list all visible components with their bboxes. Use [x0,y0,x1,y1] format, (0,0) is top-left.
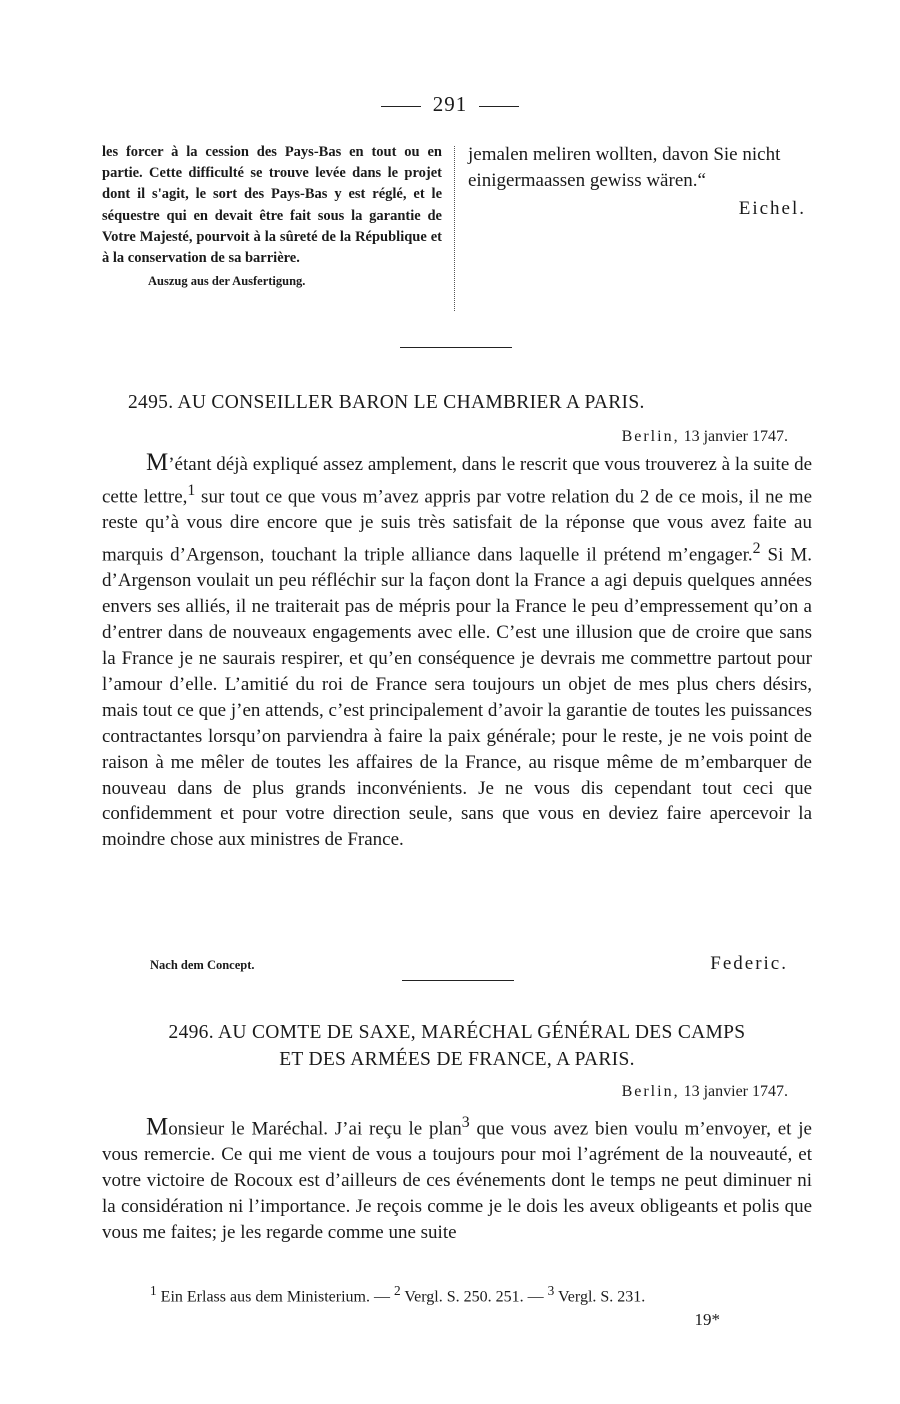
letter-2495-signature: Federic. [710,953,788,974]
footnote-3-number: 3 [547,1283,555,1298]
continuation-columns [102,142,812,342]
footnote-2-number: 2 [393,1283,401,1298]
letter-2496-heading-line-1: 2496. AU COMTE DE SAXE, MARÉCHAL GÉNÉRAL DES CAMPS [168,1022,746,1043]
page-number-dash-left [381,106,421,107]
letter-2496-body [102,1110,812,1246]
footnote-1-text: Ein Erlass aus dem Ministerium. — [156,1288,394,1306]
letter-2495-text-start: ’étant déjà expliqué assez amplement, dans le rescrit que vous trouverez à la suite de cette lettre, [102,454,812,508]
footnotes [150,1283,645,1306]
letter-2495-source: Nach dem Concept. [150,958,255,972]
section-rule-2 [402,980,514,981]
right-column-text: jemalen meliren wollten, davon Sie nicht einigermaassen gewiss wären.“ [468,144,781,191]
letter-2496-date: 13 janvier 1747. [683,1083,788,1100]
letter-2495-body [102,449,813,853]
left-column-text: les forcer à la cession des Pays-Bas en tout ou en partie. Cette difficulté se trouve levée dans le projet dont il s'agit, le sort des Pays-Bas y est réglé, et le séquestre qui en devait être fait sous la garantie de Votre Majesté, pourvoit à la sûreté de la République et à la conservation de sa barrière. [102,144,442,267]
letter-2496-paragraph [102,1110,812,1246]
page-number: 291 [432,92,468,116]
footnote-2-text: Vergl. S. 250. 251. — [400,1288,548,1306]
footnote-1-number: 1 [150,1283,157,1298]
sheet-signature-mark: 19* [694,1310,720,1329]
page-number-line [0,92,900,117]
letter-2496-initial: M [146,1113,169,1141]
page-number-dash-right [479,106,519,107]
letter-2495-initial: M [146,449,169,476]
left-column [102,142,442,292]
letter-2496-text-start: onsieur le Maréchal. J’ai reçu le plan [168,1118,462,1140]
right-column [468,142,812,222]
letter-2495-date-place: Berlin, [621,428,680,445]
left-column-source: Auszug aus der Ausfertigung. [148,274,306,289]
letter-2495-heading: 2495. AU CONSEILLER BARON LE CHAMBRIER A PARIS. [128,392,645,413]
letter-2495-text-mid: sur tout ce que vous m’avez appris par votre relation du 2 de ce mois, il ne me reste qu’à vous dire encore que je suis très satisfait de la réponse que vous avez faite au marquis d’Argenson, touchant la triple alliance dans laquelle il prétend m’engager. [102,486,813,566]
letter-2495-date: 13 janvier 1747. [683,428,788,445]
letter-2496-text-end: que vous avez bien voulu m’envoyer, et je vous remercie. Ce qui me vient de vous a toujours pour moi l’agrément de la nouveauté, et votre victoire de Rocoux est d’ailleurs de ces événements dont le temps ne peut diminuer ni la considération ni l’importance. Je reçois comme je le dois les aveux obligeants et polis que vous me faites; je les regarde comme une suite [102,1118,812,1243]
letter-2496-heading [102,1019,812,1073]
letter-2496-date-place: Berlin, [621,1083,680,1100]
footnote-3-text: Vergl. S. 231. [554,1288,646,1306]
section-rule-1 [400,347,512,348]
footnote-ref-3: 3 [461,1114,470,1131]
footnote-ref-1: 1 [187,481,196,499]
letter-2496-heading-line-2: ET DES ARMÉES DE FRANCE, A PARIS. [279,1049,635,1070]
letter-2495-paragraph [102,449,813,853]
footnote-ref-2: 2 [752,540,761,558]
right-column-signature: Eichel. [738,198,806,219]
letter-2495-text-end: Si M. d’Argenson voulait un peu réfléchir sur la façon dont la France a agi depuis quelques années envers ses alliés, il ne traiterait pas de mépris pour la France le peu d’empressement qu’on a d’entrer dans de nouveaux engagements avec elle. C’est une illusion que de croire que sans la France je ne saurais respirer, et qu’en conséquence je devrais me commettre partout pour l’amour d’elle. L’amitié du roi de France sera toujours un objet de mes plus chers désirs, mais tout ce que j’en attends, c’est principalement d’avoir la garantie de toutes les puissances contractantes lorsqu’on parviendra à faire la paix générale; pour le reste, je ne vois point de raison à me mêler de toutes les affaires de la France, au risque même de m’embarquer de nouveau dans de plus grands inconvénients. Je ne vous dis cependant tout ceci que confidemment et pour votre direction seule, sans que vous en deviez faire apercevoir la moindre chose aux ministres de France. [102,544,812,851]
letter-2495-dateline [622,428,788,446]
column-divider [454,146,455,311]
letter-2496-dateline [622,1083,788,1101]
